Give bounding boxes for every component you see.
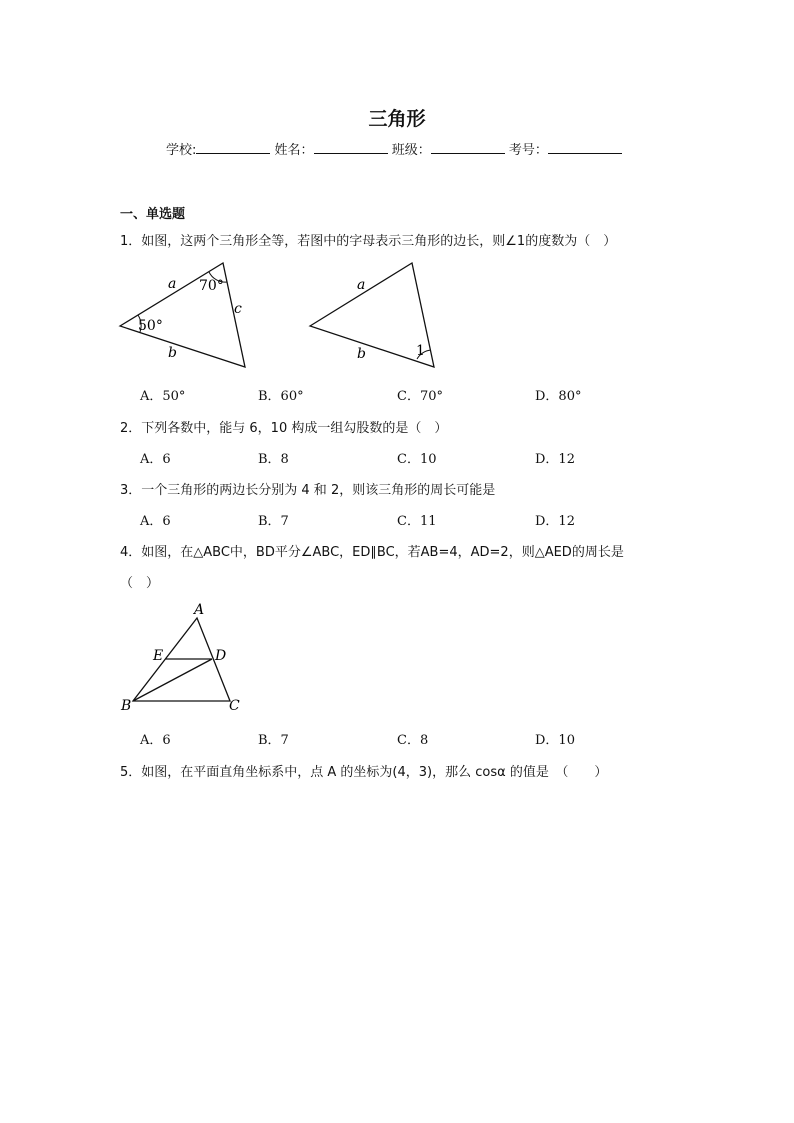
q4-option-d: D．10: [535, 733, 575, 748]
question-2-stem: 2．下列各数中，能与 6，10 构成一组勾股数的是（ ）: [120, 421, 448, 436]
q2-option-b: B．8: [258, 452, 289, 467]
angle-50-label: 50°: [138, 318, 163, 334]
student-info-line: [166, 139, 622, 158]
q4-option-a: A．6: [140, 733, 171, 748]
question-5-stem: 5．如图，在平面直角坐标系中，点 A 的坐标为(4，3)，那么 cosα 的值是 （ ）: [120, 765, 608, 780]
point-e-label: E: [153, 648, 164, 664]
point-c-label: C: [229, 698, 240, 714]
left-side-b-label: b: [168, 345, 177, 361]
section-heading: 一、单选题: [120, 207, 186, 222]
page-title: 三角形: [368, 108, 426, 130]
q1-option-b: B．60°: [258, 389, 304, 404]
q3-option-b: B．7: [258, 514, 289, 529]
school-label: 学校:: [166, 143, 197, 158]
question-4-stem-line-2: （ ）: [120, 576, 160, 591]
class-blank: [431, 141, 505, 154]
angle-70-label: 70°: [199, 278, 224, 294]
question-1-figure: [110, 255, 450, 375]
name-blank: [314, 141, 388, 154]
number-label: 考号：: [508, 143, 548, 158]
q3-option-c: C．11: [397, 514, 437, 529]
left-side-a-label: a: [168, 276, 177, 292]
q1-option-c: C．70°: [397, 389, 443, 404]
question-4-stem-line-1: 4．如图，在△ABC中，BD平分∠ABC，ED∥BC，若AB=4，AD=2，则△AED的周长是: [120, 545, 624, 560]
q2-option-d: D．12: [535, 452, 575, 467]
q2-option-c: C．10: [397, 452, 437, 467]
q4-option-c: C．8: [397, 733, 429, 748]
q4-option-b: B．7: [258, 733, 289, 748]
point-b-label: B: [121, 698, 132, 714]
segment-bd: [133, 659, 212, 701]
point-d-label: D: [215, 648, 227, 664]
class-label: 班级：: [391, 143, 431, 158]
angle-1-label: 1: [416, 343, 425, 359]
q3-option-a: A．6: [140, 514, 171, 529]
name-label: 姓名：: [274, 143, 314, 158]
q1-option-d: D．80°: [535, 389, 582, 404]
question-1-stem: 1．如图，这两个三角形全等，若图中的字母表示三角形的边长，则∠1的度数为（ ）: [120, 234, 617, 249]
number-blank: [548, 141, 622, 154]
right-side-b-label: b: [357, 346, 366, 362]
q2-option-a: A．6: [140, 452, 171, 467]
question-3-stem: 3．一个三角形的两边长分别为 4 和 2，则该三角形的周长可能是: [120, 483, 496, 498]
question-4-figure: [112, 598, 252, 716]
school-blank: [196, 141, 270, 154]
q3-option-d: D．12: [535, 514, 575, 529]
left-side-c-label: c: [234, 301, 242, 317]
right-side-a-label: a: [357, 277, 366, 293]
point-a-label: A: [194, 602, 205, 618]
left-triangle: [120, 263, 245, 367]
q1-option-a: A．50°: [140, 389, 186, 404]
